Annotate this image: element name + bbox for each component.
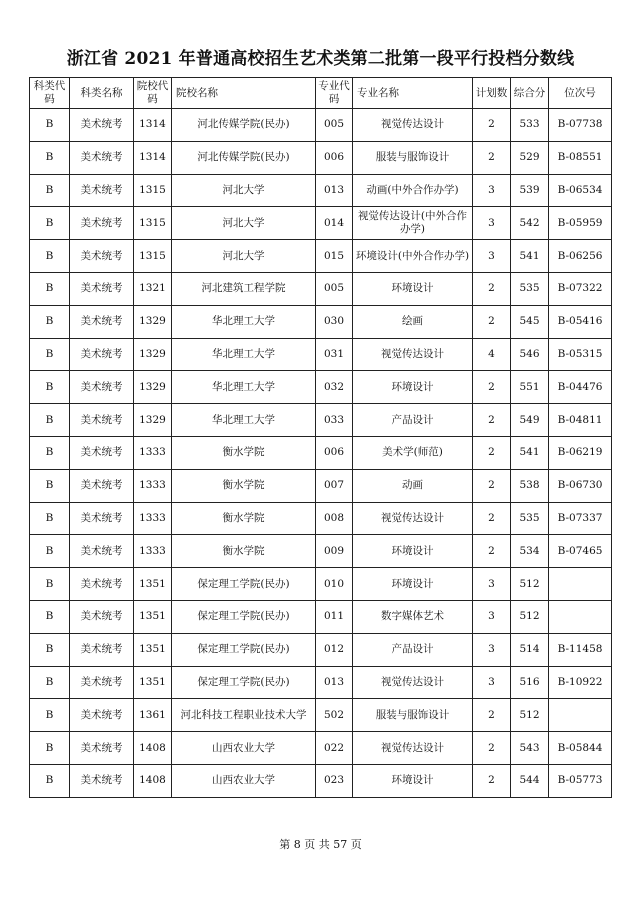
- major-name-cell: 环境设计: [353, 272, 473, 305]
- school-code-cell: 1314: [134, 109, 172, 142]
- table-row: [30, 633, 612, 666]
- major-code-cell: 008: [316, 502, 353, 535]
- table-row: [30, 174, 612, 207]
- major-name-cell: 视觉传达设计: [353, 338, 473, 371]
- school-name-cell: 河北科技工程职业技术大学: [172, 699, 316, 732]
- rank-cell: B-07337: [549, 502, 612, 535]
- school-code-cell: 1329: [134, 338, 172, 371]
- score-cell: 529: [511, 141, 549, 174]
- category-name-cell: 美术统考: [70, 436, 134, 469]
- school-code-cell: 1408: [134, 732, 172, 765]
- school-code-cell: 1314: [134, 141, 172, 174]
- plan-count-cell: 2: [473, 502, 511, 535]
- major-name-cell: 服装与服饰设计: [353, 699, 473, 732]
- table-row: [30, 699, 612, 732]
- table-row: [30, 207, 612, 240]
- table-row: [30, 732, 612, 765]
- rank-cell: [549, 699, 612, 732]
- category-code-cell: B: [30, 404, 70, 437]
- rank-cell: B-05773: [549, 764, 612, 797]
- category-name-cell: 美术统考: [70, 305, 134, 338]
- major-name-cell: 环境设计: [353, 535, 473, 568]
- category-name-cell: 美术统考: [70, 272, 134, 305]
- page-title: 浙江省 2021 年普通高校招生艺术类第二批第一段平行投档分数线: [66, 49, 575, 69]
- school-name-cell: 华北理工大学: [172, 371, 316, 404]
- major-code-cell: 014: [316, 207, 353, 240]
- rank-cell: B-11458: [549, 633, 612, 666]
- category-name-cell: 美术统考: [70, 764, 134, 797]
- major-code-cell: 033: [316, 404, 353, 437]
- table-row: [30, 371, 612, 404]
- major-code-cell: 011: [316, 600, 353, 633]
- header-cell: 科类名称: [70, 78, 134, 109]
- major-name-cell: 产品设计: [353, 633, 473, 666]
- major-code-cell: 030: [316, 305, 353, 338]
- school-name-cell: 保定理工学院(民办): [172, 600, 316, 633]
- category-name-cell: 美术统考: [70, 338, 134, 371]
- rank-cell: B-05315: [549, 338, 612, 371]
- school-code-cell: 1408: [134, 764, 172, 797]
- category-name-cell: 美术统考: [70, 371, 134, 404]
- major-code-cell: 013: [316, 666, 353, 699]
- table-row: [30, 469, 612, 502]
- school-name-cell: 保定理工学院(民办): [172, 568, 316, 601]
- score-cell: 512: [511, 568, 549, 601]
- rank-cell: B-04476: [549, 371, 612, 404]
- school-code-cell: 1315: [134, 174, 172, 207]
- score-cell: 545: [511, 305, 549, 338]
- category-code-cell: B: [30, 764, 70, 797]
- major-code-cell: 012: [316, 633, 353, 666]
- score-cell: 539: [511, 174, 549, 207]
- score-cell: 549: [511, 404, 549, 437]
- major-name-cell: 服装与服饰设计: [353, 141, 473, 174]
- plan-count-cell: 3: [473, 568, 511, 601]
- score-cell: 546: [511, 338, 549, 371]
- rank-cell: B-10922: [549, 666, 612, 699]
- school-name-cell: 衡水学院: [172, 469, 316, 502]
- plan-count-cell: 2: [473, 272, 511, 305]
- page-footer: 第 8 页 共 57 页: [279, 838, 362, 851]
- school-code-cell: 1333: [134, 502, 172, 535]
- school-name-cell: 河北建筑工程学院: [172, 272, 316, 305]
- table-row: [30, 666, 612, 699]
- header-cell: 专业代码: [316, 78, 353, 109]
- category-code-cell: B: [30, 633, 70, 666]
- score-cell: 534: [511, 535, 549, 568]
- school-name-cell: 华北理工大学: [172, 404, 316, 437]
- major-name-cell: 美术学(师范): [353, 436, 473, 469]
- table-row: [30, 305, 612, 338]
- major-name-cell: 视觉传达设计(中外合作办学): [353, 207, 473, 240]
- category-name-cell: 美术统考: [70, 600, 134, 633]
- category-name-cell: 美术统考: [70, 699, 134, 732]
- major-code-cell: 006: [316, 141, 353, 174]
- school-code-cell: 1315: [134, 240, 172, 273]
- plan-count-cell: 3: [473, 240, 511, 273]
- table-row: [30, 600, 612, 633]
- header-cell: 专业名称: [353, 78, 473, 109]
- table-row: [30, 568, 612, 601]
- major-code-cell: 005: [316, 272, 353, 305]
- rank-cell: B-06219: [549, 436, 612, 469]
- major-name-cell: 动画(中外合作办学): [353, 174, 473, 207]
- category-code-cell: B: [30, 502, 70, 535]
- school-code-cell: 1333: [134, 436, 172, 469]
- major-code-cell: 010: [316, 568, 353, 601]
- plan-count-cell: 2: [473, 699, 511, 732]
- school-code-cell: 1351: [134, 568, 172, 601]
- category-name-cell: 美术统考: [70, 568, 134, 601]
- school-code-cell: 1351: [134, 666, 172, 699]
- school-name-cell: 河北大学: [172, 174, 316, 207]
- school-code-cell: 1351: [134, 633, 172, 666]
- rank-cell: [549, 568, 612, 601]
- score-cell: 535: [511, 272, 549, 305]
- category-code-cell: B: [30, 436, 70, 469]
- plan-count-cell: 2: [473, 371, 511, 404]
- school-code-cell: 1321: [134, 272, 172, 305]
- school-name-cell: 华北理工大学: [172, 338, 316, 371]
- table-row: [30, 404, 612, 437]
- rank-cell: B-07738: [549, 109, 612, 142]
- school-name-cell: 衡水学院: [172, 535, 316, 568]
- rank-cell: B-06534: [549, 174, 612, 207]
- school-name-cell: 河北大学: [172, 240, 316, 273]
- header-cell: 院校名称: [172, 78, 316, 109]
- score-cell: 538: [511, 469, 549, 502]
- rank-cell: B-05416: [549, 305, 612, 338]
- major-code-cell: 031: [316, 338, 353, 371]
- major-name-cell: 视觉传达设计: [353, 502, 473, 535]
- school-code-cell: 1329: [134, 305, 172, 338]
- major-code-cell: 007: [316, 469, 353, 502]
- category-name-cell: 美术统考: [70, 732, 134, 765]
- header-cell: 院校代码: [134, 78, 172, 109]
- score-cell: 551: [511, 371, 549, 404]
- plan-count-cell: 3: [473, 600, 511, 633]
- school-name-cell: 衡水学院: [172, 502, 316, 535]
- table-body: [30, 109, 612, 798]
- school-code-cell: 1361: [134, 699, 172, 732]
- school-name-cell: 保定理工学院(民办): [172, 666, 316, 699]
- school-code-cell: 1333: [134, 469, 172, 502]
- category-code-cell: B: [30, 568, 70, 601]
- major-code-cell: 015: [316, 240, 353, 273]
- category-name-cell: 美术统考: [70, 141, 134, 174]
- category-name-cell: 美术统考: [70, 502, 134, 535]
- score-cell: 533: [511, 109, 549, 142]
- major-name-cell: 视觉传达设计: [353, 109, 473, 142]
- header-cell: 科类代码: [30, 78, 70, 109]
- rank-cell: B-06256: [549, 240, 612, 273]
- category-name-cell: 美术统考: [70, 404, 134, 437]
- category-code-cell: B: [30, 732, 70, 765]
- school-name-cell: 华北理工大学: [172, 305, 316, 338]
- rank-cell: B-07465: [549, 535, 612, 568]
- major-code-cell: 006: [316, 436, 353, 469]
- table-row: [30, 436, 612, 469]
- school-name-cell: 山西农业大学: [172, 732, 316, 765]
- plan-count-cell: 2: [473, 305, 511, 338]
- plan-count-cell: 2: [473, 436, 511, 469]
- school-name-cell: 河北大学: [172, 207, 316, 240]
- score-table: [29, 77, 612, 798]
- plan-count-cell: 4: [473, 338, 511, 371]
- category-name-cell: 美术统考: [70, 109, 134, 142]
- rank-cell: B-05844: [549, 732, 612, 765]
- major-code-cell: 502: [316, 699, 353, 732]
- category-code-cell: B: [30, 371, 70, 404]
- major-code-cell: 032: [316, 371, 353, 404]
- school-code-cell: 1351: [134, 600, 172, 633]
- major-code-cell: 009: [316, 535, 353, 568]
- category-code-cell: B: [30, 666, 70, 699]
- category-code-cell: B: [30, 272, 70, 305]
- major-code-cell: 023: [316, 764, 353, 797]
- table-row: [30, 535, 612, 568]
- rank-cell: B-06730: [549, 469, 612, 502]
- school-code-cell: 1315: [134, 207, 172, 240]
- plan-count-cell: 2: [473, 764, 511, 797]
- school-code-cell: 1333: [134, 535, 172, 568]
- score-cell: 541: [511, 240, 549, 273]
- plan-count-cell: 2: [473, 141, 511, 174]
- score-cell: 544: [511, 764, 549, 797]
- score-cell: 543: [511, 732, 549, 765]
- table-row: [30, 502, 612, 535]
- table-row: [30, 272, 612, 305]
- category-name-cell: 美术统考: [70, 666, 134, 699]
- school-name-cell: 河北传媒学院(民办): [172, 141, 316, 174]
- major-code-cell: 005: [316, 109, 353, 142]
- plan-count-cell: 2: [473, 535, 511, 568]
- category-code-cell: B: [30, 338, 70, 371]
- major-name-cell: 绘画: [353, 305, 473, 338]
- rank-cell: [549, 600, 612, 633]
- category-name-cell: 美术统考: [70, 174, 134, 207]
- category-code-cell: B: [30, 174, 70, 207]
- rank-cell: B-08551: [549, 141, 612, 174]
- table-row: [30, 764, 612, 797]
- school-code-cell: 1329: [134, 404, 172, 437]
- category-code-cell: B: [30, 535, 70, 568]
- plan-count-cell: 3: [473, 174, 511, 207]
- school-code-cell: 1329: [134, 371, 172, 404]
- table-header-row: [30, 78, 612, 109]
- plan-count-cell: 3: [473, 666, 511, 699]
- plan-count-cell: 3: [473, 633, 511, 666]
- school-name-cell: 山西农业大学: [172, 764, 316, 797]
- table-row: [30, 109, 612, 142]
- category-name-cell: 美术统考: [70, 535, 134, 568]
- school-name-cell: 河北传媒学院(民办): [172, 109, 316, 142]
- score-cell: 542: [511, 207, 549, 240]
- category-code-cell: B: [30, 699, 70, 732]
- major-name-cell: 视觉传达设计: [353, 732, 473, 765]
- table-row: [30, 141, 612, 174]
- plan-count-cell: 2: [473, 732, 511, 765]
- school-name-cell: 保定理工学院(民办): [172, 633, 316, 666]
- major-name-cell: 环境设计: [353, 371, 473, 404]
- category-name-cell: 美术统考: [70, 240, 134, 273]
- major-name-cell: 环境设计: [353, 764, 473, 797]
- category-code-cell: B: [30, 305, 70, 338]
- category-code-cell: B: [30, 141, 70, 174]
- plan-count-cell: 2: [473, 469, 511, 502]
- major-code-cell: 022: [316, 732, 353, 765]
- header-cell: 计划数: [473, 78, 511, 109]
- category-code-cell: B: [30, 207, 70, 240]
- header-cell: 综合分: [511, 78, 549, 109]
- score-cell: 535: [511, 502, 549, 535]
- category-name-cell: 美术统考: [70, 207, 134, 240]
- score-cell: 514: [511, 633, 549, 666]
- category-code-cell: B: [30, 469, 70, 502]
- major-code-cell: 013: [316, 174, 353, 207]
- plan-count-cell: 2: [473, 404, 511, 437]
- major-name-cell: 视觉传达设计: [353, 666, 473, 699]
- category-code-cell: B: [30, 240, 70, 273]
- rank-cell: B-04811: [549, 404, 612, 437]
- major-name-cell: 产品设计: [353, 404, 473, 437]
- score-cell: 516: [511, 666, 549, 699]
- rank-cell: B-05959: [549, 207, 612, 240]
- plan-count-cell: 2: [473, 109, 511, 142]
- plan-count-cell: 3: [473, 207, 511, 240]
- major-name-cell: 动画: [353, 469, 473, 502]
- category-name-cell: 美术统考: [70, 469, 134, 502]
- major-name-cell: 环境设计: [353, 568, 473, 601]
- table-row: [30, 338, 612, 371]
- score-cell: 512: [511, 699, 549, 732]
- major-name-cell: 环境设计(中外合作办学): [353, 240, 473, 273]
- score-cell: 541: [511, 436, 549, 469]
- table-row: [30, 240, 612, 273]
- school-name-cell: 衡水学院: [172, 436, 316, 469]
- header-cell: 位次号: [549, 78, 612, 109]
- category-name-cell: 美术统考: [70, 633, 134, 666]
- major-name-cell: 数字媒体艺术: [353, 600, 473, 633]
- category-code-cell: B: [30, 600, 70, 633]
- rank-cell: B-07322: [549, 272, 612, 305]
- category-code-cell: B: [30, 109, 70, 142]
- score-cell: 512: [511, 600, 549, 633]
